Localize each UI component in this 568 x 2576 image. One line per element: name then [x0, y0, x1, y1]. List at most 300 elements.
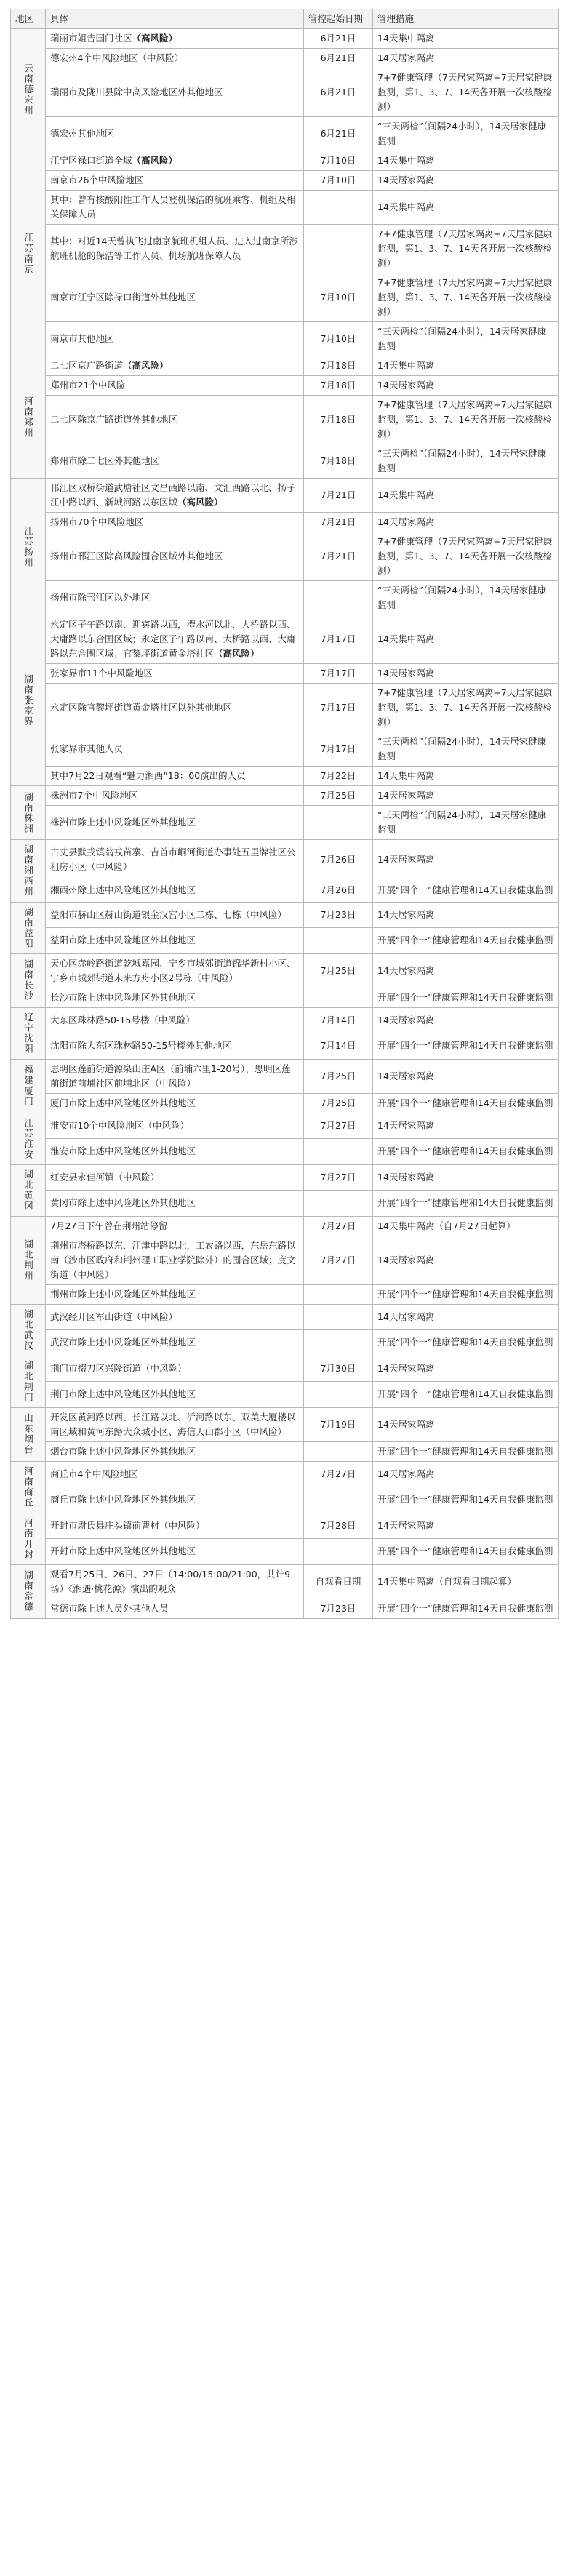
detail-cell	[46, 444, 304, 479]
detail-text: 扬州市70个中风险地区	[50, 516, 144, 527]
measure-cell: 14天集中隔离	[373, 191, 559, 225]
detail-text: 思明区莲前街道源泉山庄A区（前埔六里1-20号）、思明区莲前街道前埔社区前埔北区（中风险）	[50, 1063, 291, 1089]
measure-cell: 开展“四个一”健康管理和14天自我健康监测	[373, 1139, 559, 1165]
table-row	[11, 513, 559, 532]
detail-text: 南京市26个中风险地区	[50, 175, 144, 185]
detail-text: 开发区黄河路以西、长江路以北、沂河路以东、双美大厦楼以南区域和黄河东路大众城小区、海信天山郡小区（中风险）	[50, 1411, 296, 1437]
start-date-cell: 6月21日	[304, 49, 373, 68]
detail-text: 邗江区双桥街道武塘社区文昌西路以南、文汇西路以北、扬子江中路以西、新城河路以东区域	[50, 482, 296, 508]
table-row	[11, 1487, 559, 1513]
measure-cell: 开展“四个一”健康管理和14天自我健康监测	[373, 1330, 559, 1356]
start-date-cell: 7月17日	[304, 732, 373, 767]
start-date-cell: 7月27日	[304, 1113, 373, 1139]
detail-text: 武汉市除上述中风险地区外其他地区	[50, 1337, 196, 1348]
detail-text: 郑州市除二七区外其他地区	[50, 455, 160, 466]
region-cell: 湖北荆州	[11, 1216, 46, 1304]
start-date-cell: 7月10日	[304, 171, 373, 191]
start-date-cell	[304, 581, 373, 615]
start-date-cell: 7月21日	[304, 479, 373, 513]
detail-text: 其中7月22日观看“魅力湘西”18：00演出的人员	[50, 770, 246, 781]
detail-text: 长沙市除上述中风险地区外其他地区	[50, 991, 196, 1003]
measure-cell: 14天居家隔离	[373, 513, 559, 532]
table-row	[11, 1304, 559, 1330]
table-row	[11, 615, 559, 664]
measure-cell: 14天居家隔离	[373, 1513, 559, 1539]
detail-cell	[46, 396, 304, 444]
start-date-cell	[304, 1304, 373, 1330]
detail-text: 郑州市21个中风险	[50, 380, 126, 391]
table-row	[11, 1059, 559, 1093]
detail-cell	[46, 171, 304, 191]
table-row	[11, 68, 559, 117]
measure-cell: 开展“四个一”健康管理和14天自我健康监测	[373, 879, 559, 902]
table-row	[11, 581, 559, 615]
table-row	[11, 322, 559, 356]
start-date-cell: 6月21日	[304, 29, 373, 49]
start-date-cell: 7月21日	[304, 513, 373, 532]
detail-text: 厦门市除上述中风险地区外其他地区	[50, 1097, 196, 1108]
measure-cell: 14天居家隔离	[373, 953, 559, 988]
table-row	[11, 786, 559, 806]
region-cell: 河南商丘	[11, 1461, 46, 1513]
table-row	[11, 1441, 559, 1461]
table-row	[11, 1513, 559, 1539]
table-row	[11, 1461, 559, 1487]
start-date-cell: 7月22日	[304, 767, 373, 786]
detail-text: 南京市江宁区除禄口街道外其他地区	[50, 292, 196, 303]
detail-cell	[46, 684, 304, 732]
detail-cell	[46, 988, 304, 1007]
detail-text: 瑞丽市及陇川县除中高风险地区外其他地区	[50, 87, 223, 97]
detail-text: 张家界市11个中风险地区	[50, 668, 153, 679]
measure-cell: “三天两检”（间隔24小时），14天居家健康监测	[373, 322, 559, 356]
detail-cell	[46, 1304, 304, 1330]
table-row	[11, 1007, 559, 1033]
measure-cell: 14天居家隔离	[373, 840, 559, 879]
detail-text: 淮安市10个中风险地区（中风险）	[50, 1119, 189, 1131]
start-date-cell	[304, 1382, 373, 1408]
start-date-cell: 6月21日	[304, 68, 373, 117]
detail-text: 江宁区禄口街道全域	[50, 155, 132, 166]
region-cell: 辽宁沈阳	[11, 1007, 46, 1059]
risk-level-label: （高风险）	[123, 360, 169, 371]
measure-cell: 14天居家隔离	[373, 1407, 559, 1441]
measure-cell: 14天居家隔离	[373, 1356, 559, 1382]
table-row	[11, 1139, 559, 1165]
table-row	[11, 1216, 559, 1236]
table-row	[11, 684, 559, 732]
start-date-cell: 7月19日	[304, 1407, 373, 1441]
detail-cell	[46, 1033, 304, 1060]
detail-text: 沈阳市除大东区珠林路50-15号楼外其他地区	[50, 1040, 231, 1052]
detail-cell	[46, 1564, 304, 1599]
detail-cell	[46, 581, 304, 615]
table-row	[11, 988, 559, 1007]
start-date-cell: 7月27日	[304, 1236, 373, 1284]
detail-text: 其中：对近14天曾执飞过南京航班机组人员、进入过南京所涉航班机舱的保洁等工作人员、机场航班保障人员	[50, 236, 298, 261]
measure-cell: 7+7健康管理（7天居家隔离+7天居家健康监测，第1、3、7、14天各开展一次核酸检测）	[373, 396, 559, 444]
start-date-cell: 7月25日	[304, 786, 373, 806]
detail-cell	[46, 1513, 304, 1539]
table-row	[11, 1564, 559, 1599]
table-row	[11, 1033, 559, 1060]
detail-text: 古丈县默戎镇翁戎苗寨、吉首市峒河街道办事处五里牌社区公租房小区（中风险）	[50, 846, 296, 872]
detail-text: 湘西州除上述中风险地区外其他地区	[50, 884, 196, 896]
detail-text: 益阳市除上述中风险地区外其他地区	[50, 935, 196, 946]
detail-cell	[46, 151, 304, 171]
start-date-cell: 7月26日	[304, 840, 373, 879]
start-date-cell: 7月17日	[304, 684, 373, 732]
detail-text: 观看7月25日、26日、27日（14:00/15:00/21:00，共计9场）《湘遇·桃花源》演出的观众	[50, 1568, 291, 1594]
detail-cell	[46, 1216, 304, 1236]
table-row	[11, 1113, 559, 1139]
detail-cell	[46, 513, 304, 532]
detail-cell	[46, 1059, 304, 1093]
detail-text: 扬州市邗江区除高风险围合区域外其他地区	[50, 551, 223, 561]
start-date-cell	[304, 1330, 373, 1356]
detail-cell	[46, 786, 304, 806]
region-cell: 山东烟台	[11, 1407, 46, 1461]
measure-cell: 7+7健康管理（7天居家隔离+7天居家健康监测，第1、3、7、14天各开展一次核酸检测）	[373, 273, 559, 322]
detail-cell	[46, 273, 304, 322]
start-date-cell	[304, 225, 373, 273]
table-row	[11, 117, 559, 151]
table-row	[11, 225, 559, 273]
table-row	[11, 1330, 559, 1356]
table-row	[11, 928, 559, 954]
start-date-cell: 7月14日	[304, 1033, 373, 1060]
detail-text: 武汉经开区军山街道（中风险）	[50, 1311, 178, 1322]
start-date-cell: 7月21日	[304, 532, 373, 581]
table-row	[11, 1407, 559, 1441]
measure-cell: 14天集中隔离	[373, 151, 559, 171]
start-date-cell: 7月28日	[304, 1513, 373, 1539]
measure-cell: 开展“四个一”健康管理和14天自我健康监测	[373, 988, 559, 1007]
measure-cell: 14天居家隔离	[373, 1461, 559, 1487]
detail-text: 张家界市其他人员	[50, 743, 124, 754]
region-cell: 江苏扬州	[11, 479, 46, 615]
detail-text: 天心区赤岭路街道乾城嘉园、宁乡市城郊街道锦华新村小区、宁乡市城郊街道未来方舟小区2号栋（中风险）	[50, 957, 296, 983]
measure-cell: “三天两检”（间隔24小时），14天居家健康监测	[373, 444, 559, 479]
table-row	[11, 191, 559, 225]
region-cell: 湖北黄冈	[11, 1164, 46, 1216]
detail-text: 烟台市除上述中风险地区外其他地区	[50, 1445, 196, 1457]
detail-text: 瑞丽市姐告国门社区	[50, 33, 132, 44]
measure-cell: “三天两检”（间隔24小时），14天居家健康监测	[373, 117, 559, 151]
start-date-cell: 7月14日	[304, 1007, 373, 1033]
region-cell: 云南德宏州	[11, 29, 46, 151]
measure-cell: 14天集中隔离（自观看日期起算）	[373, 1564, 559, 1599]
measure-cell: “三天两检”（间隔24小时），14天居家健康监测	[373, 806, 559, 840]
table-row	[11, 1356, 559, 1382]
measure-cell: 14天居家隔离	[373, 786, 559, 806]
detail-cell	[46, 1113, 304, 1139]
table-row	[11, 953, 559, 988]
table-row	[11, 356, 559, 376]
risk-level-label: （高风险）	[132, 33, 178, 44]
detail-text: 商丘市除上述中风险地区外其他地区	[50, 1494, 196, 1505]
detail-cell	[46, 1007, 304, 1033]
table-row	[11, 151, 559, 171]
start-date-cell: 7月23日	[304, 1599, 373, 1618]
measure-cell: 开展“四个一”健康管理和14天自我健康监测	[373, 1284, 559, 1304]
detail-cell	[46, 1093, 304, 1113]
detail-cell	[46, 191, 304, 225]
start-date-cell	[304, 1487, 373, 1513]
region-cell: 江苏淮安	[11, 1113, 46, 1164]
table-row	[11, 1539, 559, 1565]
risk-level-label: （高风险）	[177, 497, 223, 508]
region-cell: 湖南湘西州	[11, 840, 46, 903]
detail-cell	[46, 49, 304, 68]
detail-text: 大东区珠林路50-15号楼（中风险）	[50, 1014, 195, 1025]
table-row	[11, 396, 559, 444]
measure-cell: 开展“四个一”健康管理和14天自我健康监测	[373, 1599, 559, 1618]
region-cell: 河南开封	[11, 1513, 46, 1564]
start-date-cell: 7月10日	[304, 322, 373, 356]
table-row	[11, 273, 559, 322]
header-detail: 具体	[46, 9, 304, 29]
measure-cell: 开展“四个一”健康管理和14天自我健康监测	[373, 1093, 559, 1113]
detail-cell	[46, 840, 304, 879]
start-date-cell: 7月18日	[304, 444, 373, 479]
detail-text: 荆门市掇刀区兴隆街道（中风险）	[50, 1362, 187, 1374]
start-date-cell: 6月21日	[304, 117, 373, 151]
start-date-cell: 7月27日	[304, 1216, 373, 1236]
table-row	[11, 49, 559, 68]
detail-cell	[46, 806, 304, 840]
table-row	[11, 479, 559, 513]
detail-text: 益阳市赫山区赫山街道银金汉宫小区二栋、七栋（中风险）	[50, 908, 287, 920]
region-cell: 湖北荆门	[11, 1356, 46, 1407]
start-date-cell: 7月10日	[304, 151, 373, 171]
start-date-cell: 7月23日	[304, 902, 373, 928]
detail-text: 南京市其他地区	[50, 333, 114, 344]
table-row	[11, 767, 559, 786]
detail-cell	[46, 1236, 304, 1284]
measure-cell: “三天两检”（间隔24小时），14天居家健康监测	[373, 581, 559, 615]
detail-cell	[46, 664, 304, 684]
start-date-cell	[304, 1191, 373, 1217]
detail-cell	[46, 479, 304, 513]
region-cell: 湖南长沙	[11, 953, 46, 1007]
detail-text: 扬州市除邗江区以外地区	[50, 592, 151, 603]
start-date-cell	[304, 1284, 373, 1304]
risk-level-label: （高风险）	[214, 648, 260, 659]
control-measures-table	[10, 9, 559, 1619]
region-cell: 江苏南京	[11, 151, 46, 356]
table-row	[11, 444, 559, 479]
header-measures: 管理措施	[373, 9, 559, 29]
table-row	[11, 1164, 559, 1191]
detail-cell	[46, 1356, 304, 1382]
table-body	[11, 29, 559, 1619]
measure-cell: 14天居家隔离	[373, 1236, 559, 1284]
measure-cell: 7+7健康管理（7天居家隔离+7天居家健康监测，第1、3、7、14天各开展一次核酸检测）	[373, 684, 559, 732]
start-date-cell	[304, 1441, 373, 1461]
table-row	[11, 532, 559, 581]
detail-cell	[46, 29, 304, 49]
start-date-cell	[304, 806, 373, 840]
measure-cell: 开展“四个一”健康管理和14天自我健康监测	[373, 928, 559, 954]
detail-cell	[46, 902, 304, 928]
detail-cell	[46, 953, 304, 988]
detail-text: 淮安市除上述中风险地区外其他地区	[50, 1145, 196, 1157]
detail-text: 荆州市塔桥路以东、江津中路以北，工农路以西，东岳东路以南（沙市区政府和荆州理工职业学院除外）的围合区域；度文街道（中风险）	[50, 1239, 296, 1280]
region-cell: 湖南常德	[11, 1564, 46, 1618]
detail-cell	[46, 356, 304, 376]
header-start-date: 管控起始日期	[304, 9, 373, 29]
detail-cell	[46, 376, 304, 396]
table-row	[11, 840, 559, 879]
table-row	[11, 171, 559, 191]
table-row	[11, 1599, 559, 1618]
start-date-cell: 7月17日	[304, 664, 373, 684]
measure-cell: 14天集中隔离	[373, 479, 559, 513]
measure-cell: 14天居家隔离	[373, 902, 559, 928]
start-date-cell: 7月18日	[304, 376, 373, 396]
measure-cell: 14天居家隔离	[373, 1007, 559, 1033]
table-row	[11, 732, 559, 767]
table-row	[11, 1191, 559, 1217]
measure-cell: 14天居家隔离	[373, 1059, 559, 1093]
measure-cell: 14天集中隔离	[373, 356, 559, 376]
measure-cell: 7+7健康管理（7天居家隔离+7天居家健康监测，第1、3、7、14天各开展一次核酸检测）	[373, 68, 559, 117]
measure-cell: 开展“四个一”健康管理和14天自我健康监测	[373, 1033, 559, 1060]
detail-text: 红安县永佳河镇（中风险）	[50, 1171, 160, 1183]
detail-text: 株洲市除上述中风险地区外其他地区	[50, 817, 196, 828]
risk-level-label: （高风险）	[132, 155, 178, 166]
table-row	[11, 1236, 559, 1284]
detail-cell	[46, 1191, 304, 1217]
detail-cell	[46, 1441, 304, 1461]
detail-cell	[46, 615, 304, 664]
detail-cell	[46, 1139, 304, 1165]
detail-text: 二七区京广路街道	[50, 360, 124, 371]
table-row	[11, 1093, 559, 1113]
detail-text: 荆州市除上述中风险地区外其他地区	[50, 1288, 196, 1300]
detail-cell	[46, 322, 304, 356]
measure-cell: 14天居家隔离	[373, 1164, 559, 1191]
detail-cell	[46, 117, 304, 151]
detail-cell	[46, 225, 304, 273]
table-row	[11, 1284, 559, 1304]
start-date-cell: 7月18日	[304, 396, 373, 444]
start-date-cell: 7月17日	[304, 615, 373, 664]
detail-text: 商丘市4个中风险地区	[50, 1468, 138, 1479]
start-date-cell: 7月25日	[304, 953, 373, 988]
table-header-row	[11, 9, 559, 29]
region-cell: 湖北武汉	[11, 1304, 46, 1356]
region-cell: 河南郑州	[11, 356, 46, 479]
start-date-cell	[304, 1539, 373, 1565]
measure-cell: 14天居家隔离	[373, 376, 559, 396]
start-date-cell: 7月30日	[304, 1356, 373, 1382]
start-date-cell	[304, 928, 373, 954]
table-row	[11, 376, 559, 396]
start-date-cell: 7月27日	[304, 1164, 373, 1191]
region-cell: 湖南张家界	[11, 615, 46, 786]
table-row	[11, 879, 559, 902]
detail-text: 其中：曾有核酸阳性工作人员登机保洁的航班乘客、机组及相关保障人员	[50, 194, 296, 220]
header-region: 地区	[11, 9, 46, 29]
detail-cell	[46, 1284, 304, 1304]
detail-text: 荆门市除上述中风险地区外其他地区	[50, 1388, 196, 1400]
measure-cell: 开展“四个一”健康管理和14天自我健康监测	[373, 1382, 559, 1408]
measure-cell: 开展“四个一”健康管理和14天自我健康监测	[373, 1487, 559, 1513]
detail-cell	[46, 732, 304, 767]
start-date-cell	[304, 191, 373, 225]
table-row	[11, 902, 559, 928]
start-date-cell: 7月27日	[304, 1461, 373, 1487]
measure-cell: 14天集中隔离	[373, 615, 559, 664]
detail-cell	[46, 1539, 304, 1565]
table-row	[11, 1382, 559, 1408]
measure-cell: 14天居家隔离	[373, 49, 559, 68]
detail-cell	[46, 1164, 304, 1191]
detail-text: 德宏州4个中风险地区（中风险）	[50, 52, 183, 63]
detail-text: 开封市尉氏县庄头镇前曹村（中风险）	[50, 1519, 205, 1531]
measure-cell: 14天居家隔离	[373, 1113, 559, 1139]
region-cell: 湖南益阳	[11, 902, 46, 953]
region-cell: 湖南株洲	[11, 786, 46, 840]
measure-cell: 14天居家隔离	[373, 171, 559, 191]
detail-cell	[46, 1487, 304, 1513]
table-row	[11, 806, 559, 840]
detail-text: 二七区除京广路街道外其他地区	[50, 414, 178, 425]
detail-cell	[46, 68, 304, 117]
detail-text: 7月27日下午曾在荆州站停留	[50, 1220, 168, 1231]
table-row	[11, 29, 559, 49]
detail-cell	[46, 532, 304, 581]
table-row	[11, 664, 559, 684]
start-date-cell	[304, 988, 373, 1007]
start-date-cell: 7月10日	[304, 273, 373, 322]
detail-text: 株洲市7个中风险地区	[50, 790, 138, 801]
detail-cell	[46, 879, 304, 902]
start-date-cell: 7月25日	[304, 1059, 373, 1093]
start-date-cell: 7月26日	[304, 879, 373, 902]
detail-text: 永定区除官黎坪街道黄金塔社区以外其他地区	[50, 702, 233, 713]
start-date-cell: 7月18日	[304, 356, 373, 376]
measure-cell: 14天居家隔离	[373, 664, 559, 684]
start-date-cell: 自观看日期	[304, 1564, 373, 1599]
measure-cell: “三天两检”（间隔24小时），14天居家健康监测	[373, 732, 559, 767]
measure-cell: 开展“四个一”健康管理和14天自我健康监测	[373, 1191, 559, 1217]
detail-text: 常德市除上述人员外其他人员	[50, 1602, 169, 1614]
detail-cell	[46, 1407, 304, 1441]
detail-cell	[46, 1330, 304, 1356]
detail-cell	[46, 1599, 304, 1618]
measure-cell: 14天集中隔离（自7月27日起算）	[373, 1216, 559, 1236]
detail-cell	[46, 1382, 304, 1408]
measure-cell: 7+7健康管理（7天居家隔离+7天居家健康监测，第1、3、7、14天各开展一次核酸检测）	[373, 532, 559, 581]
measure-cell: 开展“四个一”健康管理和14天自我健康监测	[373, 1441, 559, 1461]
measure-cell: 14天集中隔离	[373, 29, 559, 49]
detail-cell	[46, 767, 304, 786]
detail-text: 德宏州其他地区	[50, 128, 114, 139]
measure-cell: 开展“四个一”健康管理和14天自我健康监测	[373, 1539, 559, 1565]
region-cell: 福建厦门	[11, 1059, 46, 1113]
detail-cell	[46, 1461, 304, 1487]
detail-text: 永定区子午路以南、迎宾路以西，澧水河以北、大桥路以西、大庸路以东合围区域；永定区子午路以南、大桥路以西、大庸路以东合围区域；官黎坪街道黄金塔社区	[50, 619, 296, 659]
start-date-cell	[304, 1139, 373, 1165]
measure-cell: 7+7健康管理（7天居家隔离+7天居家健康监测，第1、3、7、14天各开展一次核酸检测）	[373, 225, 559, 273]
detail-text: 黄冈市除上述中风险地区外其他地区	[50, 1197, 196, 1209]
start-date-cell: 7月25日	[304, 1093, 373, 1113]
detail-text: 开封市除上述中风险地区外其他地区	[50, 1545, 196, 1557]
measure-cell: 14天居家隔离	[373, 1304, 559, 1330]
